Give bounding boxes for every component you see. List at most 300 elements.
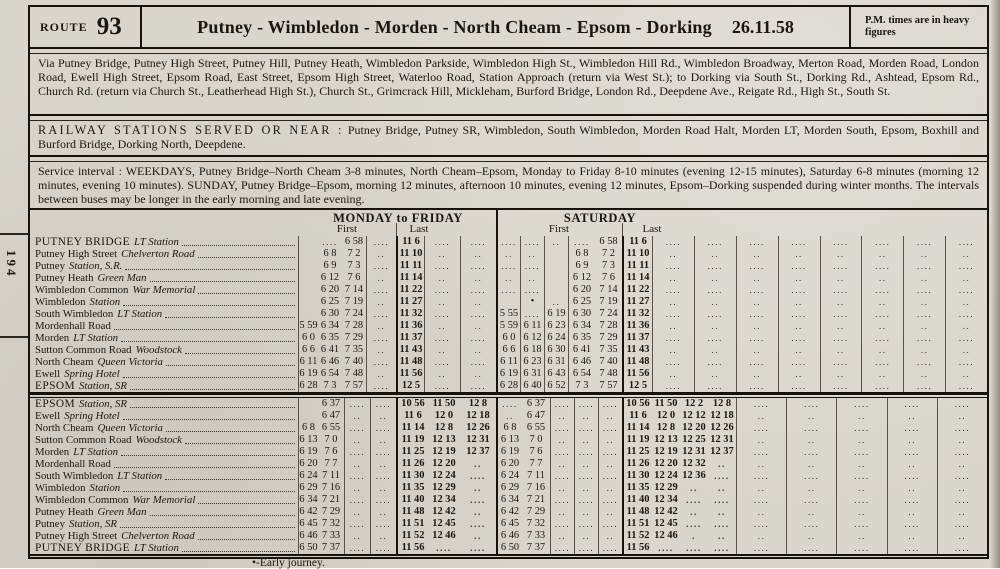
time-cell: 11 26 (396, 458, 428, 470)
table-row (30, 344, 987, 356)
time-cell: 7 32 (321, 518, 341, 529)
station-cell (30, 542, 298, 554)
time-cell: 11 51 (622, 518, 652, 530)
time-cell: .. (550, 506, 574, 518)
pm-times-note: P.M. times are in heavy figures (849, 7, 987, 47)
time-cell: .... (424, 260, 460, 272)
time-cell: .... (736, 446, 786, 458)
column-divider (622, 223, 623, 236)
early-journey-footnote: •-Early journey. (252, 557, 325, 569)
time-cell: .... (344, 518, 370, 530)
time-cell: .. (945, 296, 987, 308)
time-cell: .... (424, 284, 460, 296)
time-cell: 12 8 (434, 422, 454, 433)
station-cell (30, 458, 298, 470)
station-name: Ewell (35, 410, 61, 422)
time-cell: 6 12 (320, 272, 340, 283)
station-cell (30, 446, 298, 458)
time-cell: 6 45 (496, 518, 522, 530)
time-cell: .... (903, 332, 945, 344)
time-cell: .... (574, 446, 598, 458)
time-cell: .... (736, 284, 778, 296)
station-name: South Wimbledon (35, 308, 114, 320)
time-cell: 7 37 (526, 542, 546, 553)
time-cell: 7 14 (599, 284, 618, 295)
time-cell: .. (652, 296, 694, 308)
time-cell: .... (836, 398, 886, 410)
masthead (30, 7, 987, 47)
time-cell: .. (786, 530, 836, 542)
time-cell: .. (945, 320, 987, 332)
time-cell: .... (903, 236, 945, 248)
time-cell: .... (598, 494, 622, 506)
time-cell: 10 56 (622, 398, 652, 410)
time-cell: .... (366, 332, 396, 344)
time-cell: 11 10 (396, 248, 424, 260)
table-row (30, 260, 987, 272)
time-cell: 6 11 (496, 356, 520, 368)
time-cell: .... (550, 422, 574, 434)
time-cell: 11 25 (396, 446, 428, 458)
time-cell: 6 37 (321, 398, 341, 409)
station-name: Sutton Common Road (35, 434, 132, 446)
time-cell: .... (652, 260, 694, 272)
time-cell: .... (937, 542, 987, 554)
time-cell: 7 19 (599, 296, 618, 307)
time-cell: 6 12 (568, 272, 595, 284)
time-cell: .. (820, 368, 862, 380)
station-name: EPSOM (35, 380, 75, 392)
time-cell: 6 52 (544, 380, 568, 392)
time-cell: .... (520, 236, 544, 248)
time-cell: 6 50 (496, 542, 522, 554)
time-cell: .... (424, 332, 460, 344)
table-row (30, 494, 987, 506)
time-cell: .... (903, 260, 945, 272)
saturday-header: SATURDAY (563, 211, 637, 225)
station-name: Putney High Street (35, 248, 118, 260)
time-cell: .. (694, 296, 736, 308)
time-cell: .. (652, 320, 694, 332)
time-cell: 7 37 (321, 542, 341, 553)
time-cell: .... (366, 380, 396, 392)
time-cell: 12 5 (396, 380, 424, 392)
time-cell: 7 6 (602, 272, 615, 283)
time-cell: .. (344, 482, 370, 494)
time-cell (298, 410, 318, 422)
station-cell (30, 530, 298, 542)
time-cell: .... (736, 494, 786, 506)
time-cell: . (692, 531, 696, 541)
time-cell: 6 35 (568, 332, 595, 344)
time-cell: .... (714, 519, 730, 529)
time-cell: 7 7 (324, 458, 338, 469)
time-cell: .... (778, 356, 820, 368)
leader-dots (185, 353, 295, 354)
station-name: PUTNEY BRIDGE (35, 542, 130, 554)
time-cell: 6 54 (320, 368, 340, 379)
first-column-header: First (336, 223, 358, 235)
table-row (30, 368, 987, 380)
first-column-header: First (548, 223, 570, 235)
station-subname: LT Station (117, 308, 163, 320)
time-cell: .... (861, 332, 903, 344)
station-cell (30, 398, 298, 410)
station-name: Mordenhall Road (35, 458, 111, 470)
station-cell (30, 344, 298, 356)
time-cell (298, 398, 318, 410)
time-cell: .. (370, 410, 396, 422)
leader-dots (198, 503, 295, 504)
time-cell (298, 308, 318, 320)
time-cell: 11 6 (396, 236, 424, 248)
time-cell: 7 29 (599, 332, 618, 343)
station-cell (30, 368, 298, 380)
time-cell: 6 30 (568, 308, 595, 320)
time-cell: 12 37 (466, 446, 490, 457)
time-cell: .. (652, 344, 694, 356)
time-cell: .. (544, 236, 568, 248)
time-cell: 12 18 (710, 410, 734, 421)
leader-dots (114, 329, 295, 330)
time-cell: 12 24 (654, 470, 678, 481)
time-cell (544, 284, 568, 296)
time-cell: .... (786, 518, 836, 530)
time-cell: .... (887, 398, 937, 410)
time-cell: .. (736, 272, 778, 284)
time-cell: .... (836, 494, 886, 506)
time-cell: 6 42 (496, 506, 522, 518)
time-cell: .. (778, 248, 820, 260)
time-cell: .. (820, 248, 862, 260)
time-cell: .... (861, 260, 903, 272)
time-cell (544, 260, 568, 272)
time-cell: .. (937, 506, 987, 518)
time-cell: .... (344, 542, 370, 554)
time-cell: 12 20 (654, 458, 678, 469)
time-cell: .... (520, 284, 544, 296)
time-cell: .. (736, 320, 778, 332)
time-cell: .... (836, 470, 886, 482)
time-cell: .... (945, 284, 987, 296)
time-cell: .... (887, 494, 937, 506)
time-cell: 6 31 (520, 368, 544, 380)
time-cell: .... (344, 494, 370, 506)
table-row (30, 248, 987, 260)
time-cell: .... (370, 446, 396, 458)
time-cell: 6 55 (321, 422, 341, 433)
table-row (30, 356, 987, 368)
time-cell: .... (786, 494, 836, 506)
time-cell: .... (686, 519, 702, 529)
station-name: EPSOM (35, 398, 75, 410)
time-cell: .. (903, 368, 945, 380)
time-cell: .... (658, 543, 674, 553)
station-subname: Station, SR (78, 380, 127, 392)
time-cell: .... (887, 470, 937, 482)
time-cell: .. (718, 531, 726, 541)
time-cell: 11 14 (396, 422, 428, 434)
time-cell: 6 11 (299, 356, 318, 367)
time-cell: .. (937, 458, 987, 470)
leader-dots (121, 455, 295, 456)
time-cell: 12 32 (682, 458, 706, 469)
time-cell: .. (474, 507, 482, 517)
time-cell: .. (778, 368, 820, 380)
time-cell: 11 40 (622, 494, 652, 506)
time-cell: .. (736, 434, 786, 446)
time-cell: 12 20 (682, 422, 706, 433)
time-cell: .. (424, 320, 460, 332)
time-cell: 7 0 (529, 434, 543, 445)
station-cell (30, 272, 298, 284)
time-cell: 6 6 (496, 344, 520, 356)
time-cell: .... (322, 237, 338, 247)
leader-dots (166, 365, 295, 366)
time-cell: .. (424, 344, 460, 356)
time-cell: .... (344, 446, 370, 458)
station-name: Sutton Common Road (35, 344, 132, 356)
time-cell: 7 2 (347, 248, 361, 259)
time-cell: 7 57 (599, 380, 618, 391)
time-cell: .. (598, 482, 622, 494)
time-cell: 6 28 (299, 380, 318, 391)
time-cell: .... (550, 446, 574, 458)
station-cell (30, 356, 298, 368)
time-cell: 6 34 (496, 494, 522, 506)
station-cell (30, 506, 298, 518)
time-cell: 6 13 (299, 434, 318, 445)
time-cell: 12 0 (434, 410, 454, 421)
time-cell: 6 20 (568, 284, 595, 296)
time-cell: .. (718, 459, 726, 469)
time-cell: 11 30 (622, 470, 652, 482)
time-cell: .. (778, 272, 820, 284)
railway-stations-label: RAILWAY STATIONS SERVED OR NEAR : (38, 123, 344, 137)
time-cell: 7 57 (344, 380, 364, 391)
time-cell: 7 3 (347, 260, 361, 271)
time-cell: 7 28 (599, 320, 618, 331)
time-cell: .. (820, 320, 862, 332)
timetable-date: 26.11.58 (731, 16, 794, 37)
time-cell: 11 35 (396, 482, 428, 494)
time-cell: .. (652, 272, 694, 284)
time-cell: 6 23 (520, 356, 544, 368)
time-cell: 6 8 (496, 422, 522, 434)
station-subname: Spring Hotel (64, 368, 120, 380)
time-cell: .. (366, 248, 396, 260)
time-cell: .... (736, 236, 778, 248)
time-cell: 11 25 (622, 446, 652, 458)
time-cell: 11 43 (396, 344, 424, 356)
time-cell: 7 40 (344, 356, 364, 367)
time-cell: 6 28 (496, 380, 520, 392)
time-cell: .. (574, 458, 598, 470)
station-name: Mordenhall Road (35, 320, 111, 332)
railway-stations-paragraph (30, 121, 987, 155)
time-cell (496, 296, 520, 308)
time-cell: .... (945, 356, 987, 368)
time-cell: .... (820, 236, 862, 248)
time-cell: .... (694, 236, 736, 248)
time-cell: .. (820, 272, 862, 284)
leader-dots (198, 293, 295, 294)
time-cell: 7 0 (324, 434, 338, 445)
time-cell: 6 41 (320, 344, 340, 355)
time-cell: 12 31 (466, 434, 490, 445)
time-cell: 12 13 (432, 434, 456, 445)
time-cell: .... (470, 495, 486, 505)
station-cell (30, 248, 298, 260)
time-cell: .... (598, 398, 622, 410)
time-cell: .. (344, 410, 370, 422)
time-cell: 6 9 (323, 260, 337, 271)
time-cell: .... (366, 260, 396, 272)
time-cell: 12 29 (432, 482, 456, 493)
time-cell: .. (861, 368, 903, 380)
time-cell: .... (887, 422, 937, 434)
time-cell: .... (598, 470, 622, 482)
time-cell: 6 8 (568, 248, 595, 260)
time-cell: .... (370, 542, 396, 554)
time-cell: 7 3 (602, 260, 615, 271)
time-cell: .... (945, 308, 987, 320)
time-cell: .. (861, 272, 903, 284)
time-cell: .... (598, 542, 622, 554)
leader-dots (123, 419, 295, 420)
time-cell: 7 48 (344, 368, 364, 379)
time-cell: 7 11 (322, 470, 340, 481)
time-cell: 11 10 (622, 248, 652, 260)
time-cell: 7 24 (599, 308, 618, 319)
station-subname: Station, S.R. (69, 260, 123, 272)
time-cell: 7 6 (324, 446, 338, 457)
time-cell: .... (424, 308, 460, 320)
time-cell: .... (496, 284, 520, 296)
time-cell: 7 35 (599, 344, 618, 355)
time-cell: .. (736, 344, 778, 356)
table-row (30, 518, 987, 530)
station-subname: Woodstock (135, 434, 182, 446)
page-number: 194 (4, 250, 19, 279)
time-cell: 7 6 (347, 272, 361, 283)
time-cell: .... (520, 260, 544, 272)
time-cell: .... (820, 284, 862, 296)
leader-dots (123, 491, 295, 492)
time-cell: .... (424, 356, 460, 368)
time-cell: .. (786, 434, 836, 446)
time-cell: 7 3 (568, 380, 595, 392)
time-cell: .. (496, 248, 520, 260)
time-cell: 12 0 (656, 410, 676, 421)
time-cell: .. (474, 531, 482, 541)
time-cell: 11 27 (396, 296, 424, 308)
time-cell: .... (945, 236, 987, 248)
time-cell: .. (778, 296, 820, 308)
station-name: Wimbledon Common (35, 494, 129, 506)
time-cell: .. (861, 344, 903, 356)
station-cell (30, 284, 298, 296)
time-cell: .... (937, 470, 987, 482)
time-cell (298, 248, 318, 260)
time-cell: 6 30 (320, 308, 340, 319)
time-cell: 12 8 (468, 398, 488, 409)
station-subname: Chelverton Road (121, 530, 195, 542)
time-cell: .... (470, 471, 486, 481)
time-cell: 6 29 (299, 482, 318, 493)
time-cell: .. (370, 530, 396, 542)
leader-dots (185, 443, 295, 444)
time-cell: 11 6 (396, 410, 428, 422)
time-cell: .... (945, 380, 987, 392)
time-cell: .... (820, 260, 862, 272)
station-cell (30, 260, 298, 272)
time-cell: .... (836, 446, 886, 458)
leader-dots (198, 539, 295, 540)
time-cell: 7 14 (344, 284, 364, 295)
time-cell: .... (436, 543, 452, 553)
time-cell: .. (937, 434, 987, 446)
time-cell: 11 40 (396, 494, 428, 506)
table-row (30, 236, 987, 248)
time-cell: .. (366, 344, 396, 356)
title-box (142, 7, 849, 47)
time-cell: 6 24 (299, 470, 318, 481)
time-cell: 12 25 (682, 434, 706, 445)
time-cell: .. (945, 344, 987, 356)
time-cell: 11 26 (622, 458, 652, 470)
time-cell: .. (652, 248, 694, 260)
time-cell: .. (598, 458, 622, 470)
time-cell: 7 16 (526, 482, 546, 493)
time-cell: 6 47 (526, 410, 546, 421)
station-cell (30, 410, 298, 422)
time-cell: .... (694, 356, 736, 368)
time-cell: .. (836, 506, 886, 518)
time-cell: .... (714, 495, 730, 505)
time-cell (298, 272, 318, 284)
time-cell: .... (861, 236, 903, 248)
time-cell: 12 8 (656, 422, 676, 433)
time-cell: 7 40 (599, 356, 618, 367)
station-subname: Chelverton Road (121, 248, 195, 260)
time-cell: 12 26 (466, 422, 490, 433)
time-cell: .. (903, 320, 945, 332)
time-cell: .. (370, 482, 396, 494)
time-cell: .. (945, 272, 987, 284)
time-cell: 11 35 (622, 482, 652, 494)
time-cell: .... (496, 260, 520, 272)
time-cell: 7 35 (344, 344, 364, 355)
time-cell: .... (778, 380, 820, 392)
time-cell: 12 42 (654, 506, 678, 517)
station-subname: War Memorial (132, 284, 196, 296)
time-cell: .... (778, 260, 820, 272)
leader-dots (123, 305, 295, 306)
station-cell (30, 518, 298, 530)
time-cell: .... (836, 422, 886, 434)
column-divider (396, 223, 397, 236)
time-cell: 11 37 (622, 332, 652, 344)
time-cell: 6 46 (496, 530, 522, 542)
time-cell: .... (778, 308, 820, 320)
time-cell: 7 2 (602, 248, 615, 259)
time-cell: .. (344, 458, 370, 470)
margin-mark (0, 336, 29, 338)
time-cell: 6 46 (320, 356, 340, 367)
time-cell: .. (903, 344, 945, 356)
station-name: Putney (35, 518, 65, 530)
